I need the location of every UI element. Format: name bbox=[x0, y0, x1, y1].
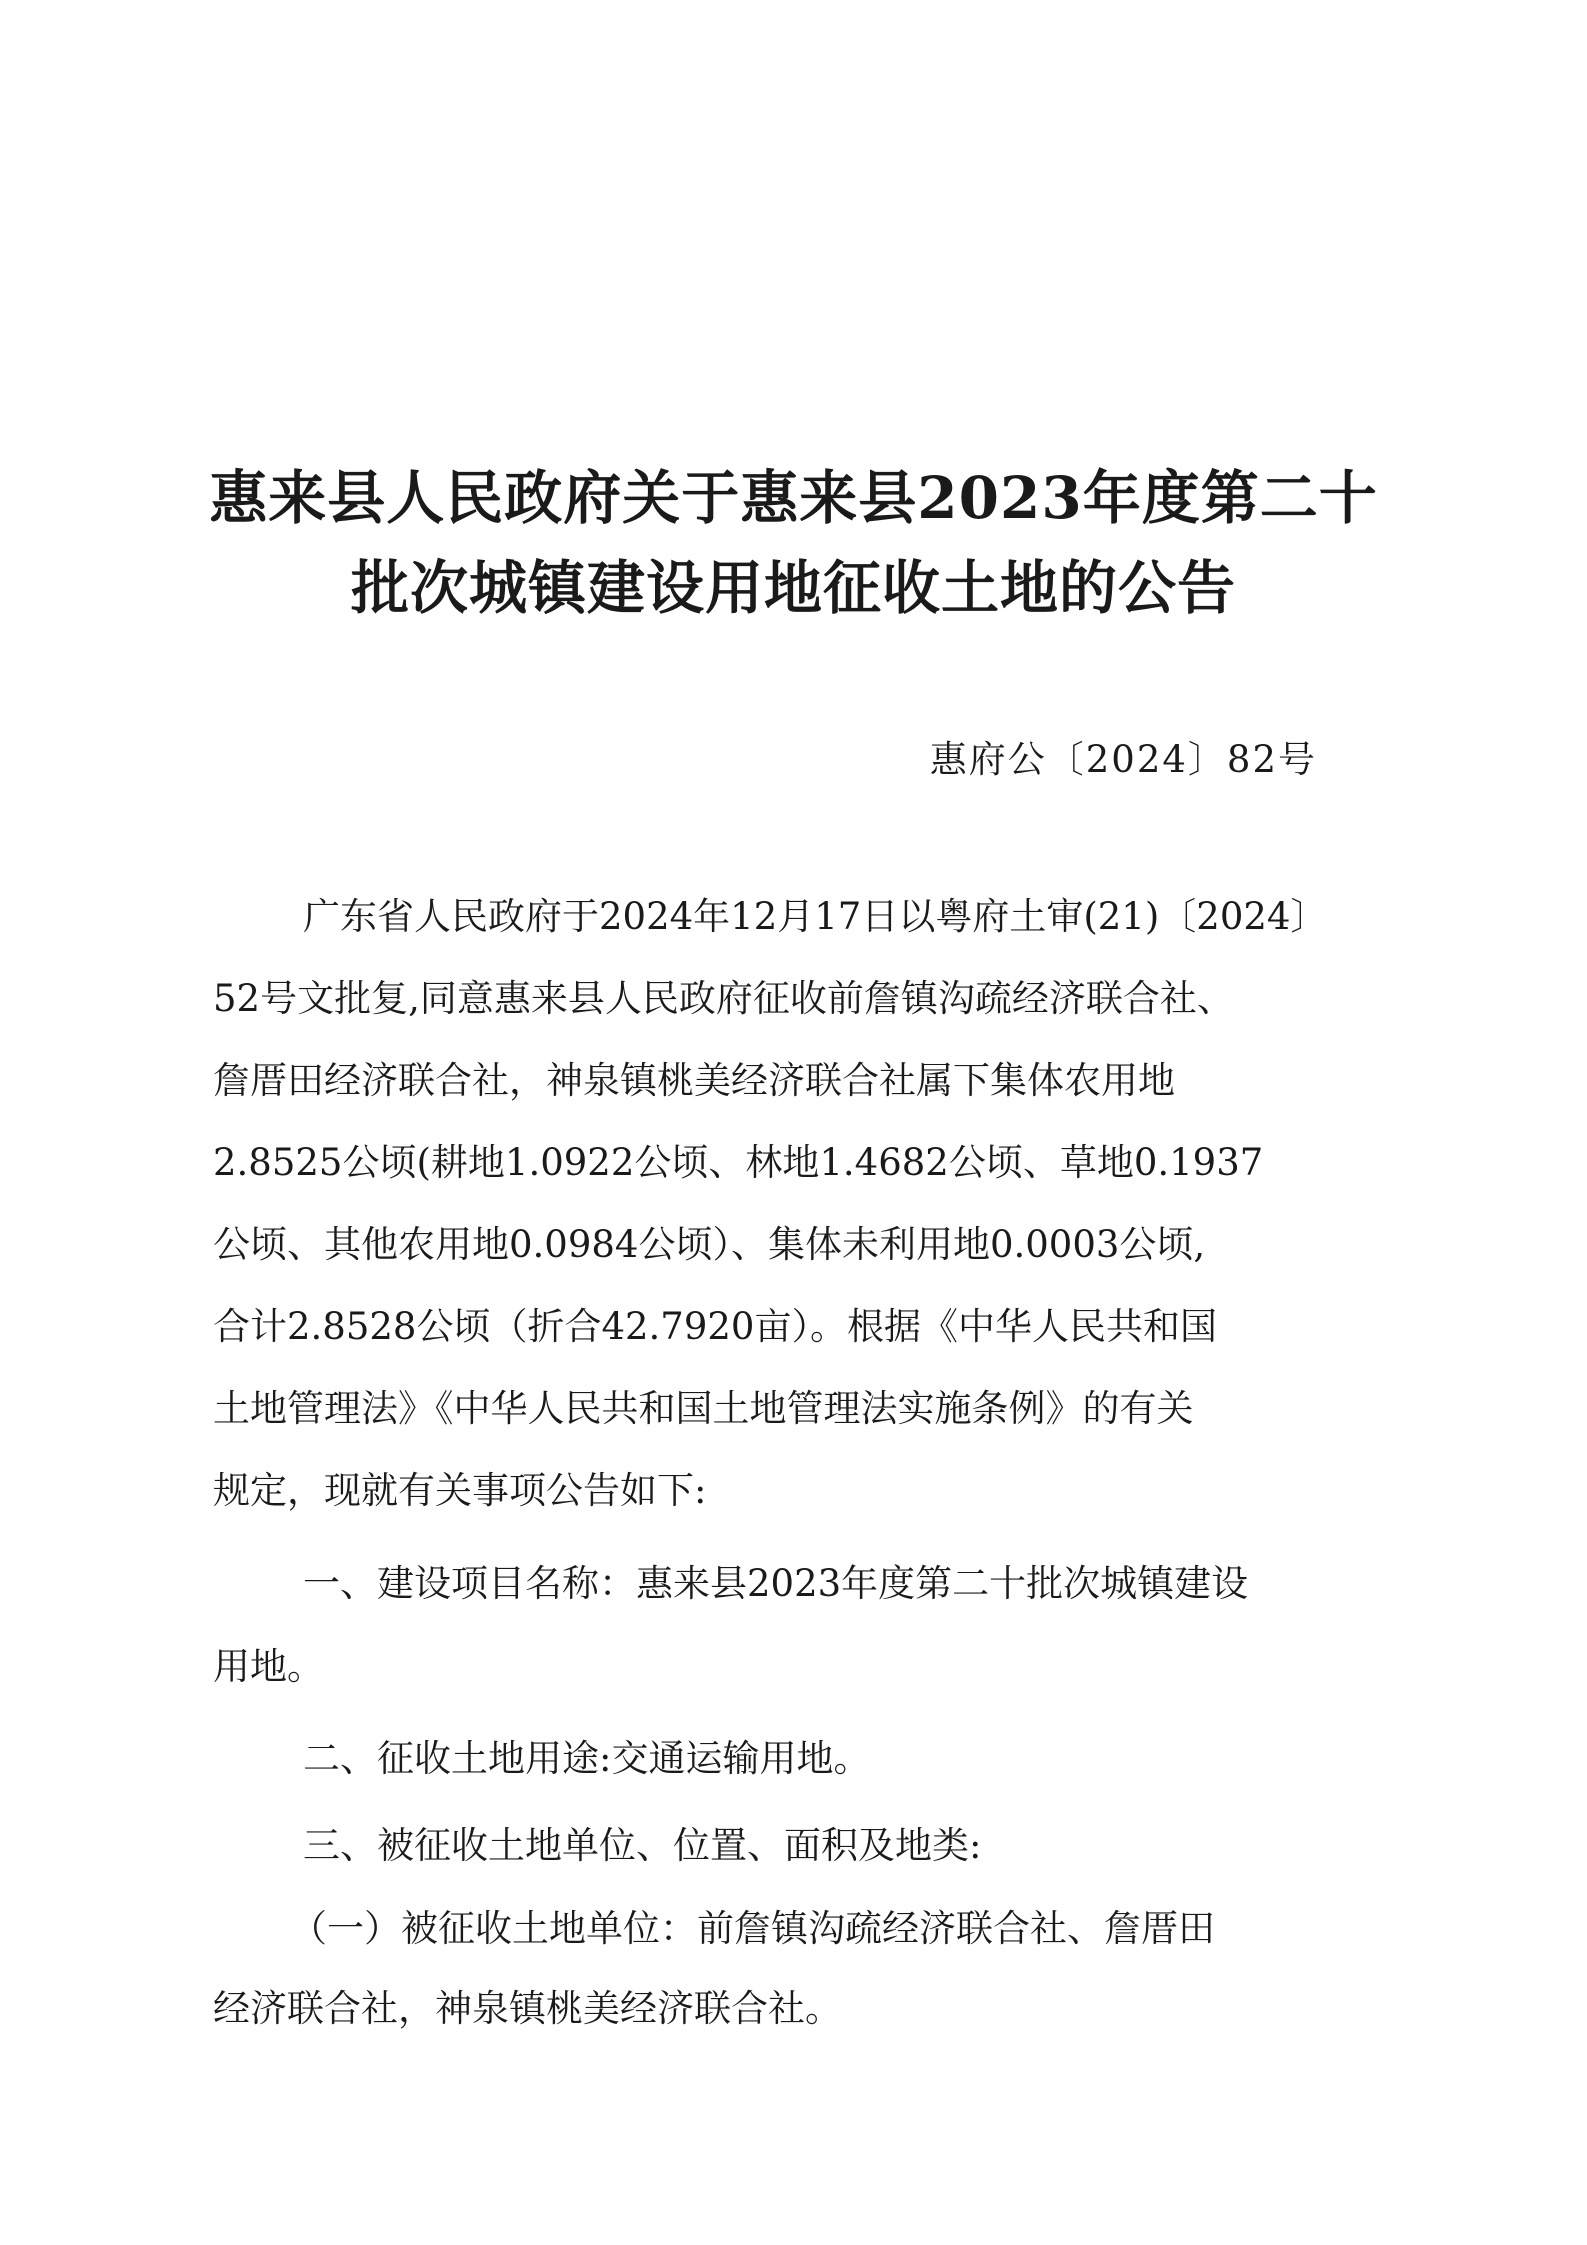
body-line: 规定，现就有关事项公告如下: bbox=[213, 1469, 707, 1512]
body-line: 52号文批复,同意惠来县人民政府征收前詹镇沟疏经济联合社、 bbox=[213, 977, 1234, 1020]
body-line: 土地管理法》《中华人民共和国土地管理法实施条例》的有关 bbox=[213, 1387, 1194, 1430]
body-line: 公顷、其他农用地0.0984公顷）、集体未利用地0.0003公顷, bbox=[213, 1223, 1206, 1266]
document-number: 惠府公〔2024〕82号 bbox=[929, 738, 1317, 781]
document-title-line-2: 批次城镇建设用地征收土地的公告 bbox=[350, 554, 1236, 622]
document-title-line-1: 惠来县人民政府关于惠来县2023年度第二十 bbox=[209, 464, 1378, 532]
body-line: 詹厝田经济联合社，神泉镇桃美经济联合社属下集体农用地 bbox=[213, 1059, 1175, 1102]
section-heading-land-use: 二、征收土地用途:交通运输用地。 bbox=[303, 1737, 871, 1780]
body-line: 用地。 bbox=[213, 1645, 324, 1688]
body-line: 广东省人民政府于2024年12月17日以粤府土审(21)〔2024〕 bbox=[303, 895, 1328, 938]
section-heading-land-details: 三、被征收土地单位、位置、面积及地类: bbox=[303, 1824, 982, 1867]
section-heading-project-name: 一、建设项目名称：惠来县2023年度第二十批次城镇建设 bbox=[303, 1562, 1249, 1605]
body-line: 经济联合社，神泉镇桃美经济联合社。 bbox=[213, 1987, 842, 2030]
body-line: 合计2.8528公顷（折合42.7920亩）。根据《中华人民共和国 bbox=[213, 1305, 1217, 1348]
subsection-heading-land-units: （一）被征收土地单位：前詹镇沟疏经济联合社、詹厝田 bbox=[290, 1907, 1215, 1950]
body-line: 2.8525公顷(耕地1.0922公顷、林地1.4682公顷、草地0.1937 bbox=[213, 1141, 1264, 1184]
